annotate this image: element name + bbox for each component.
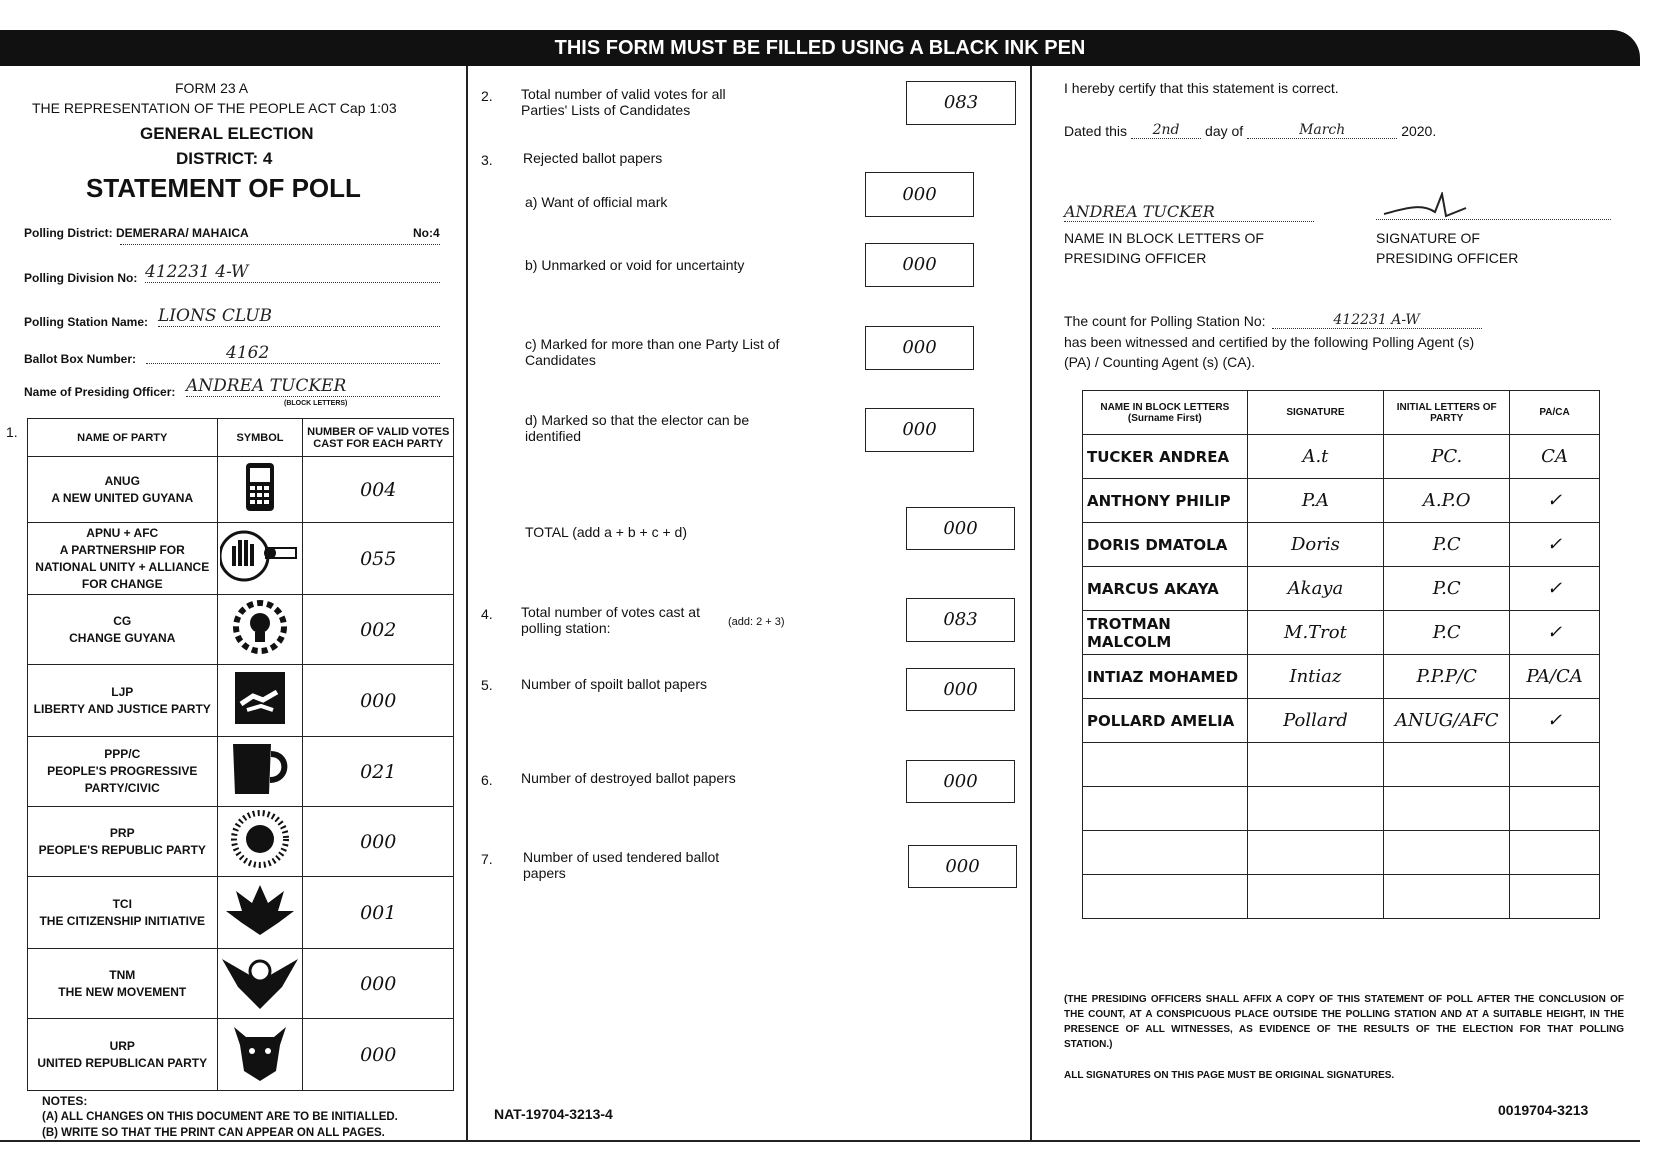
ballot-box-field[interactable]: 4162 bbox=[146, 343, 440, 364]
item-3-label: Rejected ballot papers bbox=[523, 150, 663, 166]
party-abbr: CG bbox=[113, 613, 132, 628]
party-name: UNITED REPUBLICAN PARTY bbox=[37, 1055, 208, 1070]
officer-name-field[interactable]: ANDREA TUCKER bbox=[1064, 202, 1314, 222]
party-row bbox=[28, 523, 454, 595]
agent-signature[interactable]: Intiaz bbox=[1247, 655, 1384, 699]
phone-icon bbox=[217, 457, 303, 523]
party-abbr: LJP bbox=[111, 684, 134, 699]
party-row bbox=[28, 807, 454, 877]
party-name: PEOPLE'S PROGRESSIVE PARTY/CIVIC bbox=[47, 764, 198, 795]
agent-party[interactable] bbox=[1384, 787, 1510, 831]
dated-mid: day of bbox=[1205, 123, 1244, 139]
ballot-box-label: Ballot Box Number: bbox=[24, 352, 137, 366]
item-3a-label: a) Want of official mark bbox=[525, 194, 668, 210]
party-name: A NEW UNITED GUYANA bbox=[51, 490, 194, 505]
agent-row bbox=[1083, 567, 1600, 611]
hand-key-icon bbox=[217, 523, 303, 595]
party-votes[interactable]: 000 bbox=[303, 949, 454, 1019]
count-witness-text: has been witnessed and certified by the following Polling Agent (s) (PA) / Counting Agent (s) (CA). bbox=[1064, 334, 1475, 370]
col-agent-party: INITIAL LETTERS OF PARTY bbox=[1384, 391, 1510, 435]
agent-party[interactable]: P.C bbox=[1384, 567, 1510, 611]
item-7-value[interactable]: 000 bbox=[908, 845, 1017, 888]
item-4-number: 4. bbox=[481, 606, 493, 622]
col-valid-votes: NUMBER OF VALID VOTES CAST FOR EACH PARTY bbox=[303, 419, 454, 457]
item-2-label: Total number of valid votes for all Parties' Lists of Candidates bbox=[521, 86, 726, 118]
agent-signature[interactable] bbox=[1247, 787, 1384, 831]
presiding-officer-field[interactable]: ANDREA TUCKER bbox=[186, 376, 440, 397]
form-number: FORM 23 A bbox=[175, 80, 249, 96]
lotus-icon bbox=[217, 877, 303, 949]
item-6-number: 6. bbox=[481, 772, 493, 788]
agent-row bbox=[1083, 523, 1600, 567]
original-signature-note: ALL SIGNATURES ON THIS PAGE MUST BE ORIGINAL SIGNATURES. bbox=[1064, 1070, 1395, 1081]
item-7-label: Number of used tendered ballot papers bbox=[523, 849, 720, 881]
eagle-icon bbox=[217, 949, 303, 1019]
agent-role[interactable]: ✓ bbox=[1510, 567, 1600, 611]
polling-division-field[interactable]: 412231 4-W bbox=[145, 262, 440, 283]
party-row bbox=[28, 665, 454, 737]
item-3d-label: d) Marked so that the elector can be identified bbox=[525, 412, 750, 444]
agent-role[interactable] bbox=[1510, 875, 1600, 919]
agent-row bbox=[1083, 743, 1600, 787]
party-votes[interactable]: 000 bbox=[303, 807, 454, 877]
notes-title: NOTES: bbox=[42, 1094, 88, 1108]
party-votes[interactable]: 000 bbox=[303, 665, 454, 737]
form-code: NAT-19704-3213-4 bbox=[494, 1106, 613, 1122]
agent-row bbox=[1083, 787, 1600, 831]
agent-role[interactable]: ✓ bbox=[1510, 523, 1600, 567]
col-agent-role: PA/CA bbox=[1510, 391, 1600, 435]
polling-district-line bbox=[120, 244, 440, 245]
col-agent-name: NAME IN BLOCK LETTERS (Surname First) bbox=[1083, 391, 1248, 435]
party-row bbox=[28, 457, 454, 523]
item-3-total-label: TOTAL (add a + b + c + d) bbox=[525, 524, 687, 540]
station-name-field[interactable]: LIONS CLUB bbox=[158, 306, 440, 327]
party-abbr: PPP/C bbox=[104, 747, 141, 761]
agent-party[interactable] bbox=[1384, 875, 1510, 919]
party-votes[interactable]: 004 bbox=[303, 457, 454, 523]
agent-signature[interactable] bbox=[1247, 743, 1384, 787]
party-row bbox=[28, 1019, 454, 1091]
agent-role[interactable]: ✓ bbox=[1510, 479, 1600, 523]
party-votes[interactable]: 055 bbox=[303, 523, 454, 595]
polling-district-label: Polling District: DEMERARA/ MAHAICA bbox=[24, 226, 249, 240]
item-3d-value[interactable]: 000 bbox=[865, 408, 974, 452]
officer-name-label: NAME IN BLOCK LETTERS OF PRESIDING OFFICER bbox=[1064, 230, 1264, 266]
agent-role[interactable]: ✓ bbox=[1510, 611, 1600, 655]
party-votes[interactable]: 001 bbox=[303, 877, 454, 949]
item-3c-value[interactable]: 000 bbox=[865, 326, 974, 370]
item-1-number: 1. bbox=[6, 424, 18, 440]
party-name: A PARTNERSHIP FOR NATIONAL UNITY + ALLIANCE FOR CHANGE bbox=[35, 542, 210, 591]
item-2-value[interactable]: 083 bbox=[906, 81, 1016, 125]
party-row bbox=[28, 877, 454, 949]
agent-signature[interactable]: A.t bbox=[1247, 435, 1384, 479]
column-divider-right bbox=[1030, 66, 1032, 1142]
bulb-gear-icon bbox=[217, 595, 303, 665]
station-name-label: Polling Station Name: bbox=[24, 315, 149, 329]
signature-label: SIGNATURE OF PRESIDING OFFICER bbox=[1376, 230, 1519, 266]
item-4-value[interactable]: 083 bbox=[906, 598, 1015, 642]
block-letters-hint: (BLOCK LETTERS) bbox=[284, 400, 348, 407]
item-4-label: Total number of votes cast at polling station: bbox=[521, 604, 700, 636]
agent-signature[interactable]: Pollard bbox=[1247, 699, 1384, 743]
party-row bbox=[28, 949, 454, 1019]
col-party-name: NAME OF PARTY bbox=[28, 419, 218, 457]
polling-district-no: No:4 bbox=[413, 226, 440, 240]
agent-row bbox=[1083, 831, 1600, 875]
party-votes-table bbox=[27, 418, 454, 1091]
agent-party[interactable] bbox=[1384, 743, 1510, 787]
agent-row bbox=[1083, 435, 1600, 479]
agent-role[interactable] bbox=[1510, 831, 1600, 875]
agent-name[interactable]: INTIAZ MOHAMED bbox=[1083, 655, 1248, 699]
agent-name[interactable]: MARCUS AKAYA bbox=[1083, 567, 1248, 611]
agent-role[interactable]: CA bbox=[1510, 435, 1600, 479]
election-title: GENERAL ELECTION bbox=[140, 124, 314, 143]
item-5-label: Number of spoilt ballot papers bbox=[521, 676, 707, 692]
agents-table bbox=[1082, 390, 1600, 919]
page-title: STATEMENT OF POLL bbox=[86, 173, 361, 203]
party-row bbox=[28, 595, 454, 665]
agent-role[interactable]: ✓ bbox=[1510, 699, 1600, 743]
party-name: PEOPLE'S REPUBLIC PARTY bbox=[38, 842, 206, 857]
item-3-total-value[interactable]: 000 bbox=[906, 507, 1015, 550]
agent-name[interactable]: TUCKER ANDREA bbox=[1083, 435, 1248, 479]
district-title: DISTRICT: 4 bbox=[176, 149, 273, 168]
sun-icon bbox=[217, 807, 303, 877]
column-divider-left bbox=[466, 66, 468, 1142]
party-votes[interactable]: 021 bbox=[303, 737, 454, 807]
handshake-icon bbox=[217, 665, 303, 737]
count-prefix: The count for Polling Station No: bbox=[1064, 313, 1266, 329]
affix-note: (THE PRESIDING OFFICERS SHALL AFFIX A COPY OF THIS STATEMENT OF POLL AFTER THE CONCLUSION OF THE COUNT, AT A CONSPICUOUS PLACE OUTSIDE THE POLLING STATION AND AT A SUITABLE HEIGHT, IN THE PRESENCE OF ALL WITNESSES, AS EVIDENCE OF THE RESULTS OF THE ELECTION FOR THAT POLLING STATION.) bbox=[1064, 994, 1624, 1050]
agent-signature[interactable] bbox=[1247, 831, 1384, 875]
agent-role[interactable] bbox=[1510, 787, 1600, 831]
agent-row bbox=[1083, 655, 1600, 699]
bull-icon bbox=[217, 1019, 303, 1091]
item-3a-value[interactable]: 000 bbox=[865, 172, 974, 217]
party-row bbox=[28, 737, 454, 807]
agent-row bbox=[1083, 699, 1600, 743]
dated-prefix: Dated this bbox=[1064, 123, 1128, 139]
item-2-number: 2. bbox=[481, 88, 493, 104]
polling-division-label: Polling Division No: bbox=[24, 271, 138, 285]
party-abbr: PRP bbox=[109, 825, 135, 840]
dated-month-field[interactable]: March bbox=[1247, 122, 1397, 139]
item-4-formula: (add: 2 + 3) bbox=[728, 616, 785, 628]
cup-icon bbox=[217, 737, 303, 807]
count-line bbox=[1064, 312, 1482, 329]
party-name: LIBERTY AND JUSTICE PARTY bbox=[33, 701, 211, 716]
party-name: CHANGE GUYANA bbox=[69, 630, 176, 645]
party-votes[interactable]: 002 bbox=[303, 595, 454, 665]
agent-name[interactable]: ANTHONY PHILIP bbox=[1083, 479, 1248, 523]
party-abbr: URP bbox=[109, 1038, 135, 1053]
item-3c-label: c) Marked for more than one Party List of Candidates bbox=[525, 336, 780, 368]
agent-party[interactable]: ANUG/AFC bbox=[1384, 699, 1510, 743]
agent-row bbox=[1083, 479, 1600, 523]
agent-name[interactable] bbox=[1083, 743, 1248, 787]
act-title: THE REPRESENTATION OF THE PEOPLE ACT Cap 1:03 bbox=[32, 100, 397, 116]
note-b: (B) WRITE SO THAT THE PRINT CAN APPEAR ON ALL PAGES. bbox=[42, 1127, 385, 1139]
agent-party[interactable]: PC. bbox=[1384, 435, 1510, 479]
col-agent-signature: SIGNATURE bbox=[1247, 391, 1384, 435]
agent-row bbox=[1083, 611, 1600, 655]
item-6-value[interactable]: 000 bbox=[906, 760, 1015, 803]
form-banner: THIS FORM MUST BE FILLED USING A BLACK INK PEN bbox=[0, 30, 1640, 66]
agent-name[interactable] bbox=[1083, 787, 1248, 831]
agent-party[interactable] bbox=[1384, 831, 1510, 875]
party-abbr: APNU + AFC bbox=[86, 525, 159, 540]
party-abbr: ANUG bbox=[104, 473, 140, 488]
agent-signature[interactable]: M.Trot bbox=[1247, 611, 1384, 655]
item-3b-label: b) Unmarked or void for uncertainty bbox=[525, 257, 745, 273]
item-6-label: Number of destroyed ballot papers bbox=[521, 770, 736, 786]
col-symbol: SYMBOL bbox=[217, 419, 303, 457]
agent-role[interactable] bbox=[1510, 743, 1600, 787]
agent-role[interactable]: PA/CA bbox=[1510, 655, 1600, 699]
bottom-border bbox=[0, 1140, 1640, 1142]
agent-name[interactable] bbox=[1083, 831, 1248, 875]
party-abbr: TCI bbox=[112, 896, 132, 911]
party-name: THE CITIZENSHIP INITIATIVE bbox=[39, 913, 206, 928]
item-7-number: 7. bbox=[481, 851, 493, 867]
agent-name[interactable]: TROTMAN MALCOLM bbox=[1083, 611, 1248, 655]
agent-signature[interactable] bbox=[1247, 875, 1384, 919]
party-abbr: TNM bbox=[109, 967, 136, 982]
serial-number: 0019704-3213 bbox=[1498, 1102, 1589, 1118]
agent-party[interactable]: P.C bbox=[1384, 611, 1510, 655]
agent-party[interactable]: A.P.O bbox=[1384, 479, 1510, 523]
certify-text: I hereby certify that this statement is correct. bbox=[1064, 80, 1339, 96]
agent-name[interactable]: POLLARD AMELIA bbox=[1083, 699, 1248, 743]
party-votes[interactable]: 000 bbox=[303, 1019, 454, 1091]
agent-signature[interactable]: P.A bbox=[1247, 479, 1384, 523]
presiding-officer-label: Name of Presiding Officer: bbox=[24, 385, 176, 399]
item-5-value[interactable]: 000 bbox=[906, 668, 1015, 711]
item-3b-value[interactable]: 000 bbox=[865, 243, 974, 287]
party-name: THE NEW MOVEMENT bbox=[58, 984, 187, 999]
dated-year: 2020. bbox=[1401, 123, 1437, 139]
agent-signature[interactable]: Akaya bbox=[1247, 567, 1384, 611]
agent-party[interactable]: P.P.P/C bbox=[1384, 655, 1510, 699]
agent-name[interactable] bbox=[1083, 875, 1248, 919]
dated-line bbox=[1064, 122, 1436, 139]
officer-signature-icon bbox=[1380, 192, 1470, 222]
agent-party[interactable]: P.C bbox=[1384, 523, 1510, 567]
agent-signature[interactable]: Doris bbox=[1247, 523, 1384, 567]
item-3-number: 3. bbox=[481, 152, 493, 168]
item-5-number: 5. bbox=[481, 677, 493, 693]
agent-row bbox=[1083, 875, 1600, 919]
count-station-field[interactable]: 412231 A-W bbox=[1272, 312, 1482, 329]
note-a: (A) ALL CHANGES ON THIS DOCUMENT ARE TO BE INITIALLED. bbox=[42, 1111, 398, 1123]
dated-day-field[interactable]: 2nd bbox=[1131, 122, 1201, 139]
agent-name[interactable]: DORIS DMATOLA bbox=[1083, 523, 1248, 567]
